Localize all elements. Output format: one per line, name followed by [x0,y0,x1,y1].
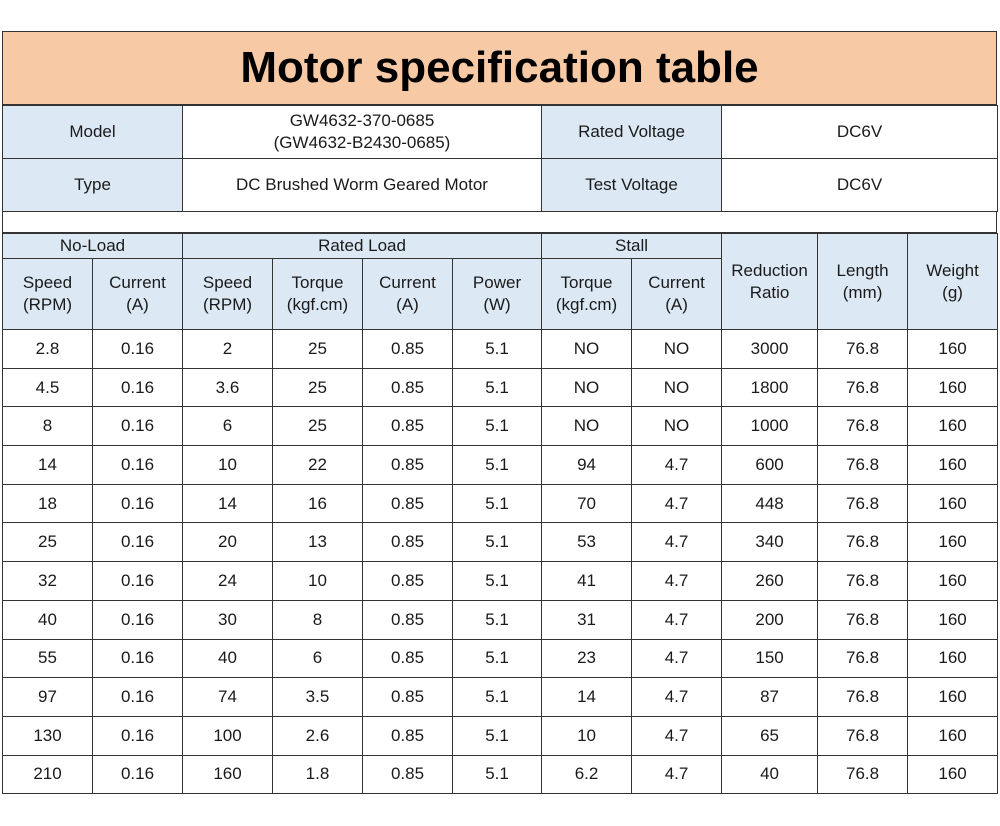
table-cell: 76.8 [818,716,908,755]
table-cell: 41 [542,562,632,601]
table-cell: 4.7 [632,484,722,523]
model-label: Model [3,106,183,159]
header-noload-speed [3,259,93,330]
table-row [3,600,998,639]
table-cell: 74 [183,678,273,717]
table-cell: 200 [722,600,818,639]
table-cell: 160 [908,678,998,717]
header-stall-torque [542,259,632,330]
header-line: (A) [126,295,149,314]
table-cell: 5.1 [453,446,542,485]
table-cell: 76.8 [818,484,908,523]
spacer-row [2,212,997,233]
header-line: (g) [942,282,963,302]
table-cell: 0.85 [363,716,453,755]
table-cell: 4.7 [632,600,722,639]
table-cell: 18 [3,484,93,523]
header-line: Current [109,273,166,292]
table-cell: 76.8 [818,523,908,562]
spec-sheet [2,31,997,794]
table-cell: 0.85 [363,600,453,639]
table-row [3,716,998,755]
header-stall-current [632,259,722,330]
table-cell: 4.7 [632,523,722,562]
table-cell: 0.16 [93,639,183,678]
spec-table-body [3,330,998,794]
table-cell: 0.85 [363,446,453,485]
type-value: DC Brushed Worm Geared Motor [183,159,542,212]
table-cell: 40 [722,755,818,794]
table-cell: 160 [908,446,998,485]
header-line: (RPM) [22,295,73,314]
table-cell: 160 [908,716,998,755]
table-cell: 76.8 [818,562,908,601]
table-cell: 40 [183,639,273,678]
table-cell: 150 [722,639,818,678]
table-cell: 76.8 [818,407,908,446]
table-cell: 5.1 [453,639,542,678]
table-cell: 8 [3,407,93,446]
table-cell: 5.1 [453,716,542,755]
header-noload-current [93,259,183,330]
info-row-type [3,159,998,212]
header-line: Power [472,273,522,292]
header-line: Speed [202,273,253,292]
header-line: Weight [926,260,979,280]
table-cell: 76.8 [818,678,908,717]
table-row [3,368,998,407]
rated-voltage-label: Rated Voltage [542,106,722,159]
table-cell: 260 [722,562,818,601]
table-cell: 10 [542,716,632,755]
table-cell: 97 [3,678,93,717]
header-group-row [3,234,998,259]
header-line: Current [648,273,705,292]
table-cell: 94 [542,446,632,485]
table-cell: 0.85 [363,407,453,446]
table-cell: 210 [3,755,93,794]
table-cell: 5.1 [453,678,542,717]
header-line: (A) [396,295,419,314]
table-cell: 10 [273,562,363,601]
rated-voltage-value: DC6V [722,106,998,159]
table-cell: 160 [908,407,998,446]
header-weight [908,234,998,330]
table-cell: 1800 [722,368,818,407]
table-row [3,639,998,678]
info-row-model [3,106,998,159]
table-cell: 0.16 [93,368,183,407]
table-cell: 76.8 [818,755,908,794]
header-line: Length [836,260,889,280]
table-cell: NO [632,407,722,446]
header-line: Ratio [749,282,790,302]
header-line: Current [379,273,436,292]
header-line: (W) [483,295,511,314]
table-cell: 14 [542,678,632,717]
table-cell: 76.8 [818,330,908,369]
table-cell: 0.85 [363,562,453,601]
table-row [3,678,998,717]
table-cell: 0.16 [93,562,183,601]
table-cell: 160 [908,562,998,601]
header-rated-current [363,259,453,330]
table-row [3,407,998,446]
table-cell: 6 [183,407,273,446]
table-cell: 53 [542,523,632,562]
table-cell: 5.1 [453,755,542,794]
table-cell: 32 [3,562,93,601]
table-cell: 14 [183,484,273,523]
table-cell: 2 [183,330,273,369]
table-cell: 55 [3,639,93,678]
table-cell: 30 [183,600,273,639]
table-cell: 25 [273,407,363,446]
header-line: (mm) [842,282,883,302]
table-cell: 160 [908,523,998,562]
table-cell: 0.16 [93,446,183,485]
info-table [2,105,998,212]
table-cell: 3.5 [273,678,363,717]
table-cell: 5.1 [453,600,542,639]
header-line: Reduction [731,260,808,280]
table-cell: 5.1 [453,330,542,369]
table-cell: 14 [3,446,93,485]
table-cell: 4.7 [632,755,722,794]
table-cell: 130 [3,716,93,755]
table-row [3,330,998,369]
table-cell: NO [542,368,632,407]
table-cell: 0.85 [363,523,453,562]
table-cell: 160 [908,639,998,678]
table-cell: 0.16 [93,678,183,717]
table-cell: 160 [908,330,998,369]
table-cell: 0.16 [93,330,183,369]
page-title: Motor specification table [2,31,997,105]
table-cell: 0.16 [93,755,183,794]
table-cell: 76.8 [818,600,908,639]
header-reduction-ratio [722,234,818,330]
table-cell: 2.6 [273,716,363,755]
table-cell: NO [632,330,722,369]
table-cell: 160 [908,368,998,407]
table-cell: 4.7 [632,446,722,485]
table-cell: 4.5 [3,368,93,407]
table-cell: 2.8 [3,330,93,369]
header-line: Torque [560,273,613,292]
table-cell: 4.7 [632,639,722,678]
header-rated-torque [273,259,363,330]
table-cell: 0.16 [93,600,183,639]
table-cell: 448 [722,484,818,523]
table-cell: 0.85 [363,678,453,717]
table-cell: 76.8 [818,639,908,678]
table-cell: 100 [183,716,273,755]
table-cell: 0.16 [93,407,183,446]
table-cell: 600 [722,446,818,485]
table-cell: 340 [722,523,818,562]
table-cell: NO [632,368,722,407]
table-cell: 1000 [722,407,818,446]
table-cell: 76.8 [818,446,908,485]
spec-table [2,233,998,794]
table-cell: 160 [908,600,998,639]
model-line1: GW4632-370-0685 [289,111,435,130]
table-cell: 4.7 [632,562,722,601]
table-row [3,562,998,601]
table-cell: 0.16 [93,523,183,562]
table-row [3,755,998,794]
table-cell: 16 [273,484,363,523]
table-cell: 40 [3,600,93,639]
table-cell: 6.2 [542,755,632,794]
table-cell: 25 [273,330,363,369]
table-cell: 10 [183,446,273,485]
model-value [183,106,542,159]
table-cell: 5.1 [453,368,542,407]
group-stall: Stall [542,234,722,259]
header-line: (RPM) [202,295,253,314]
header-line: Speed [22,273,73,292]
table-cell: 3.6 [183,368,273,407]
test-voltage-label: Test Voltage [542,159,722,212]
header-rated-power [453,259,542,330]
table-cell: 5.1 [453,562,542,601]
table-cell: 13 [273,523,363,562]
table-cell: 5.1 [453,407,542,446]
header-rated-speed [183,259,273,330]
table-row [3,523,998,562]
table-cell: 87 [722,678,818,717]
header-line: (kgf.cm) [555,295,618,314]
table-cell: 8 [273,600,363,639]
table-cell: 25 [3,523,93,562]
table-cell: 76.8 [818,368,908,407]
table-cell: 160 [908,484,998,523]
table-cell: 23 [542,639,632,678]
table-cell: 20 [183,523,273,562]
table-cell: 25 [273,368,363,407]
header-length [818,234,908,330]
table-row [3,446,998,485]
test-voltage-value: DC6V [722,159,998,212]
table-cell: NO [542,330,632,369]
table-cell: 0.85 [363,484,453,523]
table-cell: 160 [183,755,273,794]
model-line2: (GW4632-B2430-0685) [273,133,451,152]
table-cell: 5.1 [453,523,542,562]
table-cell: 1.8 [273,755,363,794]
table-cell: 0.85 [363,368,453,407]
table-cell: 0.85 [363,330,453,369]
table-cell: 70 [542,484,632,523]
table-cell: 0.16 [93,716,183,755]
header-line: Torque [291,273,344,292]
table-cell: 4.7 [632,716,722,755]
table-cell: 4.7 [632,678,722,717]
table-cell: 5.1 [453,484,542,523]
header-line: (kgf.cm) [286,295,349,314]
table-cell: 160 [908,755,998,794]
table-cell: NO [542,407,632,446]
table-cell: 3000 [722,330,818,369]
group-no-load: No-Load [3,234,183,259]
table-cell: 6 [273,639,363,678]
table-cell: 31 [542,600,632,639]
table-cell: 0.85 [363,755,453,794]
table-cell: 24 [183,562,273,601]
table-cell: 22 [273,446,363,485]
table-row [3,484,998,523]
group-rated-load: Rated Load [183,234,542,259]
header-line: (A) [665,295,688,314]
type-label: Type [3,159,183,212]
table-cell: 0.85 [363,639,453,678]
table-cell: 65 [722,716,818,755]
table-cell: 0.16 [93,484,183,523]
